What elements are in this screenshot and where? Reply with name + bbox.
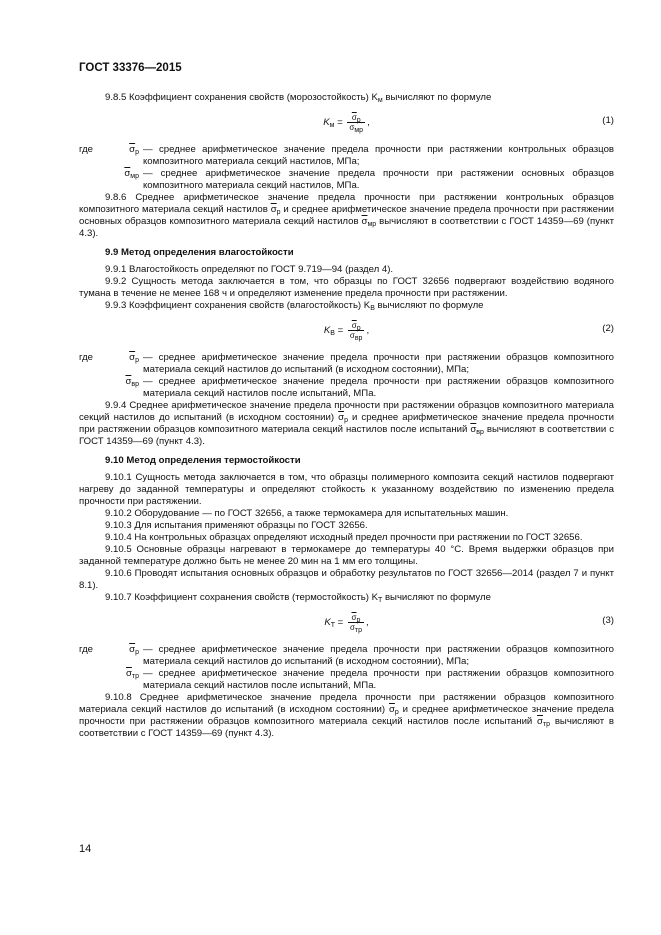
- page-number: 14: [79, 843, 92, 855]
- paragraph-9-9-3: 9.9.3 Коэффициент сохранения свойств (влагостойкость) $K_В$ вычисляют по формуле: [105, 300, 484, 312]
- paragraph-9-8-6: 9.8.6 Среднее арифметическое значение предела прочности при растяжении контрольных образцов композитного материала секций настилов $\overline{\sigma}_р$ и среднее арифметическое значение предела прочности при растяжении основных образцов композитного материала секций настилов $\overline{\sigma}_{мр}$ вычисляют в соответствии с ГОСТ 14359—69 (пункт 4.3).: [79, 192, 614, 239]
- paragraph-9-10-4: 9.10.4 На контрольных образцах определяют исходный предел прочности при растяжении по ГОСТ 32656.: [105, 532, 583, 543]
- paragraph-9-10-7: 9.10.7 Коэффициент сохранения свойств (термостойкость) $K_Т$ вычисляют по формуле: [105, 592, 491, 604]
- formula-number: (2): [602, 323, 614, 334]
- formula-3: $K_Т$ = $\frac{\overline{\sigma}_р}{\overline{\sigma}_{тр}}$ , (3): [324, 613, 614, 634]
- paragraph-9-10-2: 9.10.2 Оборудование — по ГОСТ 32656, а также термокамера для испытательных машин.: [105, 508, 509, 519]
- paragraph-9-10-3: 9.10.3 Для испытания применяют образцы по ГОСТ 32656.: [105, 520, 368, 531]
- section-heading-9-10: 9.10 Метод определения термостойкости: [105, 455, 301, 466]
- page-content: [79, 92, 614, 740]
- formula-1: $K_м$ = $\frac{\overline{\sigma}_р}{\overline{\sigma}_{мр}}$ , (1): [323, 113, 614, 134]
- formula-number: (3): [602, 615, 614, 626]
- paragraph-9-10-8: 9.10.8 Среднее арифметическое значение предела прочности при растяжении образцов композитного материала секций настилов до испытаний (в исходном состоянии) $\overline{\sigma}_р$ и среднее арифметическое значение предела прочности при растяжении образцов композитного материала секций настилов после испытаний $\overline{\sigma}_{тр}$ вычисляют в соответствии с ГОСТ 14359—69 (пункт 4.3).: [79, 692, 614, 739]
- section-heading-9-9: 9.9 Метод определения влагостойкости: [105, 247, 294, 258]
- where-block-3: где $\overline{\sigma}_р$ — среднее арифметическое значение предела прочности при растяжении образцов композитного материала секций настилов до испытаний (в исходном состоянии), МПа; $\overline{\sigma}_{тр}$ — среднее арифметическое значение предела прочности при растяжении образцов композитного материала секций настилов после испытаний, МПа.: [79, 644, 614, 691]
- paragraph-9-9-4: 9.9.4 Среднее арифметическое значение предела прочности при растяжении образцов композитного материала секций настилов до испытаний (в исходном состоянии) $\overline{\sigma}_р$ и среднее арифметическое значение предела прочности при растяжении образцов композитного материала секций настилов после испытаний $\overline{\sigma}_{вр}$ вычисляют в соответствии с ГОСТ 14359—69 (пункт 4.3).: [79, 400, 614, 447]
- paragraph-9-10-1: 9.10.1 Сущность метода заключается в том, что образцы полимерного композита секций настилов подвергают нагреву до заданной температуры и определяют стойкость к указанному воздействию по изменению предела прочности при растяжении.: [79, 472, 614, 507]
- paragraph-9-8-5: 9.8.5 Коэффициент сохранения свойств (морозостойкость) $K_м$ вычисляют по формуле: [105, 92, 492, 104]
- formula-2: $K_В$ = $\frac{\overline{\sigma}_р}{\overline{\sigma}_{вр}}$ , (2): [323, 321, 614, 342]
- where-block-1: где $\overline{\sigma}_р$ — среднее арифметическое значение предела прочности при растяжении контрольных образцов композитного материала секций настилов, МПа; $\overline{\sigma}_{мр}$ — среднее арифметическое значение предела прочности при растяжении основных образцов композитного материала секций настилов, МПа.: [79, 144, 614, 191]
- paragraph-9-9-2: 9.9.2 Сущность метода заключается в том, что образцы по ГОСТ 32656 подвергают воздействию водяного тумана в течение не менее 168 ч и определяют изменение предела прочности при растяжении.: [79, 276, 614, 299]
- paragraph-9-10-6: 9.10.6 Проводят испытания основных образцов и обработку результатов по ГОСТ 32656—2014 (раздел 7 и пункт 8.1).: [79, 568, 614, 591]
- where-block-2: где $\overline{\sigma}_р$ — среднее арифметическое значение предела прочности при растяжении образцов композитного материала секций настилов до испытаний (в исходном состоянии), МПа; $\overline{\sigma}_{вр}$ — среднее арифметическое значение предела прочности при растяжении образцов композитного материала секций настилов после испытаний, МПа.: [79, 352, 614, 399]
- formula-number: (1): [602, 115, 614, 126]
- document-header: ГОСТ 33376—2015: [79, 62, 182, 74]
- paragraph-9-10-5: 9.10.5 Основные образцы нагревают в термокамере до температуры 40 °С. Время выдержки образцов при заданной температуре должно быть не менее 20 мин на 1 мм его толщины.: [79, 544, 614, 567]
- paragraph-9-9-1: 9.9.1 Влагостойкость определяют по ГОСТ 9.719—94 (раздел 4).: [105, 264, 394, 275]
